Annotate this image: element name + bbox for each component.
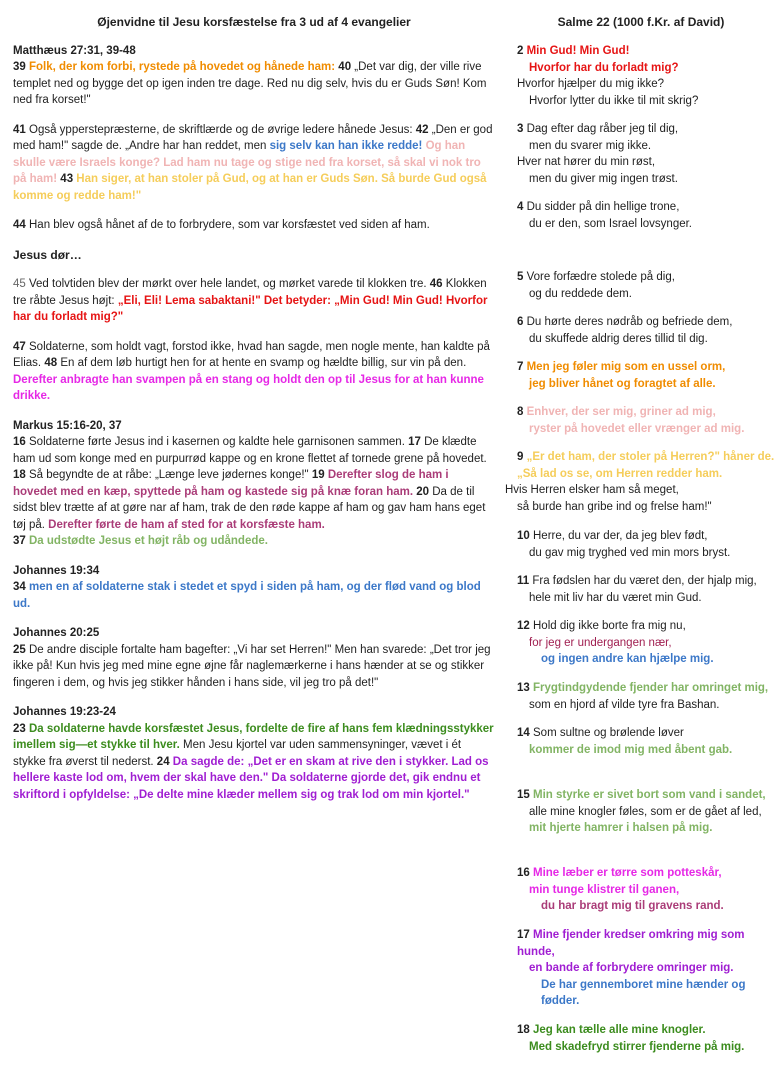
text-run: og du reddede dem. [529, 287, 632, 300]
matthew-paragraph-41 [13, 122, 495, 205]
verse-line [505, 1022, 777, 1039]
paragraph [13, 533, 495, 550]
text-run: Med skadefryd stirrer fjenderne på mig. [529, 1040, 745, 1053]
psalm-verse-5 [505, 269, 777, 302]
text-run: Fra fødslen har du været den, der hjalp mig, [532, 575, 757, 587]
text-run: „Den er god med ham!" sagde de. „Andre har han reddet, men [13, 123, 493, 152]
text-run: hele mit liv har du været min Gud. [529, 591, 702, 604]
text-run: Vore forfædre stolede på dig, [526, 271, 675, 283]
verse-line [505, 960, 777, 977]
text-run: Da sagde de: „Det er en skam at rive den i stykker. Lad os hellere kaste lod om, hvem der skal have den." Da soldaterne gjorde det, gik endnu et skriftord i opfyldelse: „De delte mine klæder mellem sig og trak lod om min kjortel." [13, 755, 489, 801]
text-run: Hold dig ikke borte fra mig nu, [533, 620, 686, 632]
text-run: Hvorfor hjælper du mig ikke? [517, 78, 665, 90]
text-run: Da soldaterne havde korsfæstet Jesus, fordelte de fire af hans fem klædningsstykker imellem sig—et stykke til hver. [13, 722, 494, 751]
psalm-verse-14 [505, 725, 777, 758]
gospel-column-title: Øjenvidne til Jesu korsfæstelse fra 3 ud af 4 evangelier [97, 15, 411, 29]
verse-line [505, 590, 777, 607]
verse-line [505, 314, 777, 331]
text-run: De andre disciple fortalte ham bagefter: „Vi har set Herren!" Men han svarede: „Det tror jeg ikke på! Kun hvis jeg med mine egne øjne får naglemærkerne i hans hænder at se og stikker fingeren i dem, og hvis jeg stikker hånden i hans side, vil jeg tro på det!" [13, 643, 491, 689]
text-run: men en af soldaterne stak i stedet et spyd i siden på ham, og der flød vand og blod ud. [13, 581, 481, 610]
text-run: for jeg er undergangen nær, [529, 636, 672, 649]
text-run: 43 [60, 173, 77, 185]
text-run: 47 [13, 340, 29, 353]
text-run: 9 [517, 451, 527, 463]
text-run: Du hørte deres nødråb og befriede dem, [526, 316, 733, 328]
text-run: 46 [429, 278, 446, 290]
text-run: så burde han gribe ind og frelse ham!" [517, 500, 712, 513]
text-run: 12 [517, 620, 533, 632]
verse-line [505, 742, 777, 759]
text-run: 15 [517, 789, 533, 801]
text-run: Og han skulle være Israels konge? Lad ham nu tage og stige ned fra korset, så skal vi nok tro på ham! [13, 140, 481, 185]
text-run: 25 [13, 643, 29, 656]
text-run: Herre, du var der, da jeg blev født, [533, 530, 708, 542]
verse-line [505, 154, 777, 171]
psalm-verse-18 [505, 1022, 777, 1055]
text-run: „Er det ham, der stoler på Herren?" håner de. [526, 451, 775, 463]
text-run: 19 [311, 469, 328, 481]
section-reference: Matthæus 27:31, 39-48 [13, 44, 136, 57]
text-run: Ved tolvtiden blev der mørkt over hele landet, og mørket varede til klokken tre. [29, 278, 430, 290]
matthew-paragraph-47 [13, 339, 495, 405]
verse-line [505, 882, 777, 899]
section-reference: Johannes 19:23-24 [13, 706, 116, 718]
verse-line [505, 545, 777, 562]
verse-line [505, 331, 777, 348]
psalm-verse-13 [505, 680, 777, 713]
text-run: 10 [517, 530, 533, 542]
text-run: Min styrke er sivet bort som vand i sandet, [533, 789, 766, 801]
verse-line [505, 865, 777, 882]
text-run: 34 [13, 581, 29, 593]
text-run: 45 [13, 278, 29, 290]
text-run: 39 [13, 61, 29, 73]
paragraph [13, 122, 495, 205]
text-run: 13 [517, 682, 533, 694]
text-run: 48 [44, 357, 61, 369]
text-run: du har bragt mig til gravens rand. [541, 900, 724, 912]
text-run: en bande af forbrydere omringer mig. [529, 962, 734, 974]
text-run: „Det var dig, der ville rive templet ned og bygge det op igen inden tre dage. Red nu dig selv, hvis du er Guds Søn! Kom ned fra korset!" [13, 61, 487, 106]
text-run: 44 [13, 219, 29, 231]
text-run: Folk, der kom forbi, rystede på hovedet og hånede ham: [29, 61, 339, 73]
verse-line [505, 171, 777, 188]
verse-line [505, 93, 777, 110]
text-run: 4 [517, 201, 527, 213]
text-run: 24 [156, 755, 173, 768]
text-run: Derefter førte de ham af sted for at korsfæste ham. [48, 518, 325, 531]
verse-line [505, 138, 777, 155]
text-run: men du svarer mig ikke. [529, 139, 652, 152]
psalm-verse-15 [505, 787, 777, 837]
text-run: Soldaterne førte Jesus ind i kasernen og kaldte hele garnisonen sammen. [29, 436, 409, 448]
verse-line [505, 898, 777, 915]
text-run: Også ypperstepræsterne, de skriftlærde og de øvrige ledere hånede Jesus: [29, 123, 416, 136]
text-run: jeg bliver hånet og foragtet af alle. [529, 377, 716, 390]
text-run: 23 [13, 722, 29, 735]
text-run: du er den, som Israel lovsynger. [529, 217, 692, 230]
verse-line [505, 927, 777, 960]
text-run: Da udstødte Jesus et højt råb og udåndede. [29, 535, 268, 547]
text-run: 3 [517, 123, 527, 135]
section-reference: Johannes 19:34 [13, 564, 100, 577]
text-run: 18 [13, 469, 29, 481]
psalm-verse-2 [505, 43, 777, 109]
verse-line [505, 787, 777, 804]
matthew-section-1 [13, 43, 495, 109]
verse-line [505, 216, 777, 233]
verse-line [505, 573, 777, 590]
section-reference: Johannes 20:25 [13, 627, 100, 639]
verse-line [505, 76, 777, 93]
verse-line [505, 43, 777, 60]
matthew-paragraph-44 [13, 217, 495, 234]
text-run: Du sidder på din hellige trone, [526, 201, 680, 213]
text-run: Soldaterne, som holdt vagt, forstod ikke, hvad han sagde, men nogle mente, han kaldte på Elias. [13, 340, 490, 369]
verse-line [505, 651, 777, 668]
verse-line [505, 359, 777, 376]
text-run: Klokken tre råbte Jesus højt: [13, 278, 487, 307]
text-run: 41 [13, 123, 29, 136]
text-run: Hvorfor lytter du ikke til mit skrig? [529, 94, 699, 107]
verse-line [505, 466, 777, 483]
text-run: En af dem løb hurtigt hen for at hente en svamp og hældte billig, sur vin på den. [60, 357, 467, 369]
verse-line [505, 421, 777, 438]
text-run: 40 [338, 61, 355, 73]
psalm-verse-7 [505, 359, 777, 392]
text-run: Som sultne og brølende løver [533, 727, 684, 739]
text-run: 5 [517, 271, 527, 283]
mark-section [13, 418, 495, 550]
verse-line [505, 404, 777, 421]
text-run: og ingen andre kan hjælpe mig. [541, 653, 714, 665]
gospel-column [13, 14, 495, 816]
verse-line [505, 1039, 777, 1056]
paragraph [13, 434, 495, 533]
text-run: 17 [408, 436, 425, 448]
text-run: Frygtindgydende fjender har omringet mig, [533, 682, 769, 694]
text-run: Jeg kan tælle alle mine knogler. [533, 1024, 706, 1036]
text-run: Han siger, at han stoler på Gud, og at han er Guds Søn. Så burde Gud også komme og redde ham!" [13, 173, 487, 202]
text-run: Derefter slog de ham i hovedet med en kæp, spyttede på ham og kastede sig på knæ foran ham. [13, 469, 449, 498]
text-run: „Så lad os se, om Herren redder ham. [517, 467, 723, 480]
text-run: 42 [415, 123, 432, 136]
paragraph [13, 339, 495, 405]
paragraph [13, 579, 495, 612]
verse-line [505, 60, 777, 77]
verse-line [505, 121, 777, 138]
paragraph [13, 59, 495, 109]
text-run: Hvorfor har du forladt mig? [529, 61, 679, 74]
psalm-verse-17 [505, 927, 777, 1010]
text-run: Min Gud! Min Gud! [526, 45, 630, 57]
text-run: De klædte ham ud som konge med en purpurrød kappe og en krone flettet af tornede grene på hovedet. [13, 436, 487, 465]
text-run: som en hjord af vilde tyre fra Bashan. [529, 698, 720, 711]
text-run: alle mine knogler føles, som er de gået af led, [529, 805, 762, 818]
text-run: Da de til sidst blev trætte af at gøre nar af ham, trak de den røde kappe af ham og gav ham hans eget tøj på. [13, 485, 486, 531]
psalm-column-title: Salme 22 (1000 f.Kr. af David) [557, 15, 725, 29]
text-run: Men Jesu kjortel var uden sammensyninger, vævet i ét stykke fra øverst til nederst. [13, 739, 462, 768]
john-section-19-34 [13, 563, 495, 613]
verse-line [505, 376, 777, 393]
jesus-dies-heading: Jesus dør… [13, 247, 82, 262]
text-run: Hver nat hører du min røst, [517, 156, 656, 168]
verse-line [505, 499, 777, 516]
text-run: Enhver, der ser mig, griner ad mig, [526, 406, 716, 418]
text-run: Så begyndte de at råbe: „Længe leve jødernes konge!" [29, 469, 312, 481]
paragraph [13, 642, 495, 692]
matthew-paragraph-45 [13, 276, 495, 326]
text-run: 16 [13, 436, 29, 448]
verse-line [505, 977, 777, 1010]
psalm-verse-8 [505, 404, 777, 437]
verse-line [505, 482, 777, 499]
text-run: men du giver mig ingen trøst. [529, 172, 678, 185]
text-run: 7 [517, 361, 527, 373]
paragraph [13, 217, 495, 234]
psalm-verse-3 [505, 121, 777, 187]
psalm-verse-4 [505, 199, 777, 232]
verse-line [505, 725, 777, 742]
text-run: 6 [517, 316, 527, 328]
verse-line [505, 635, 777, 652]
psalm-column [505, 14, 777, 1053]
paragraph [13, 276, 495, 326]
text-run: Hvis Herren elsker ham så meget, [505, 484, 679, 496]
text-run: ryster på hovedet eller vrænger ad mig. [529, 422, 745, 435]
verse-line [505, 199, 777, 216]
text-run: 18 [517, 1024, 533, 1036]
verse-line [505, 528, 777, 545]
verse-line [505, 697, 777, 714]
verse-line [505, 269, 777, 286]
text-run: 2 [517, 45, 527, 57]
verse-line [505, 286, 777, 303]
verse-line [505, 618, 777, 635]
text-run: Dag efter dag råber jeg til dig, [526, 123, 679, 135]
text-run: Mine fjender kredser omkring mig som hunde, [517, 929, 745, 958]
text-run: 8 [517, 406, 527, 418]
text-run: kommer de imod mig med åbent gab. [529, 743, 733, 756]
text-run: mit hjerte hamrer i halsen på mig. [529, 822, 713, 834]
text-run: sig selv kan han ikke redde! [269, 140, 426, 152]
verse-line [505, 449, 777, 466]
verse-line [505, 680, 777, 697]
psalm-verse-12 [505, 618, 777, 668]
text-run: Han blev også hånet af de to forbrydere, som var korsfæstet ved siden af ham. [29, 219, 430, 231]
psalm-verse-10 [505, 528, 777, 561]
text-run: du gav mig tryghed ved min mors bryst. [529, 546, 731, 559]
text-run: min tunge klistrer til ganen, [529, 883, 680, 896]
psalm-verse-9 [505, 449, 777, 515]
text-run: De har gennemboret mine hænder og fødder. [541, 978, 746, 1007]
text-run: 20 [416, 485, 433, 498]
text-run: Derefter anbragte han svampen på en stang og holdt den op til Jesus for at han kunne drikke. [13, 373, 484, 402]
psalm-verse-11 [505, 573, 777, 606]
john-section-20-25 [13, 625, 495, 691]
psalm-verse-6 [505, 314, 777, 347]
text-run: du skuffede aldrig deres tillid til dig. [529, 332, 708, 345]
text-run: 16 [517, 867, 533, 879]
john-section-19-23 [13, 704, 495, 803]
text-run: Mine læber er tørre som potteskår, [533, 867, 722, 879]
text-run: 11 [517, 575, 533, 587]
text-run: „Eli, Eli! Lema sabaktani!" Det betyder: „Min Gud! Min Gud! Hvorfor har du forladt mig?" [13, 294, 488, 323]
text-run: 14 [517, 727, 533, 739]
verse-line [505, 820, 777, 837]
text-run: 37 [13, 535, 29, 547]
section-reference: Markus 15:16-20, 37 [13, 419, 122, 432]
text-run: 17 [517, 929, 533, 941]
text-run: Men jeg føler mig som en ussel orm, [526, 361, 726, 373]
verse-line [505, 804, 777, 821]
paragraph [13, 721, 495, 804]
psalm-verse-16 [505, 865, 777, 915]
